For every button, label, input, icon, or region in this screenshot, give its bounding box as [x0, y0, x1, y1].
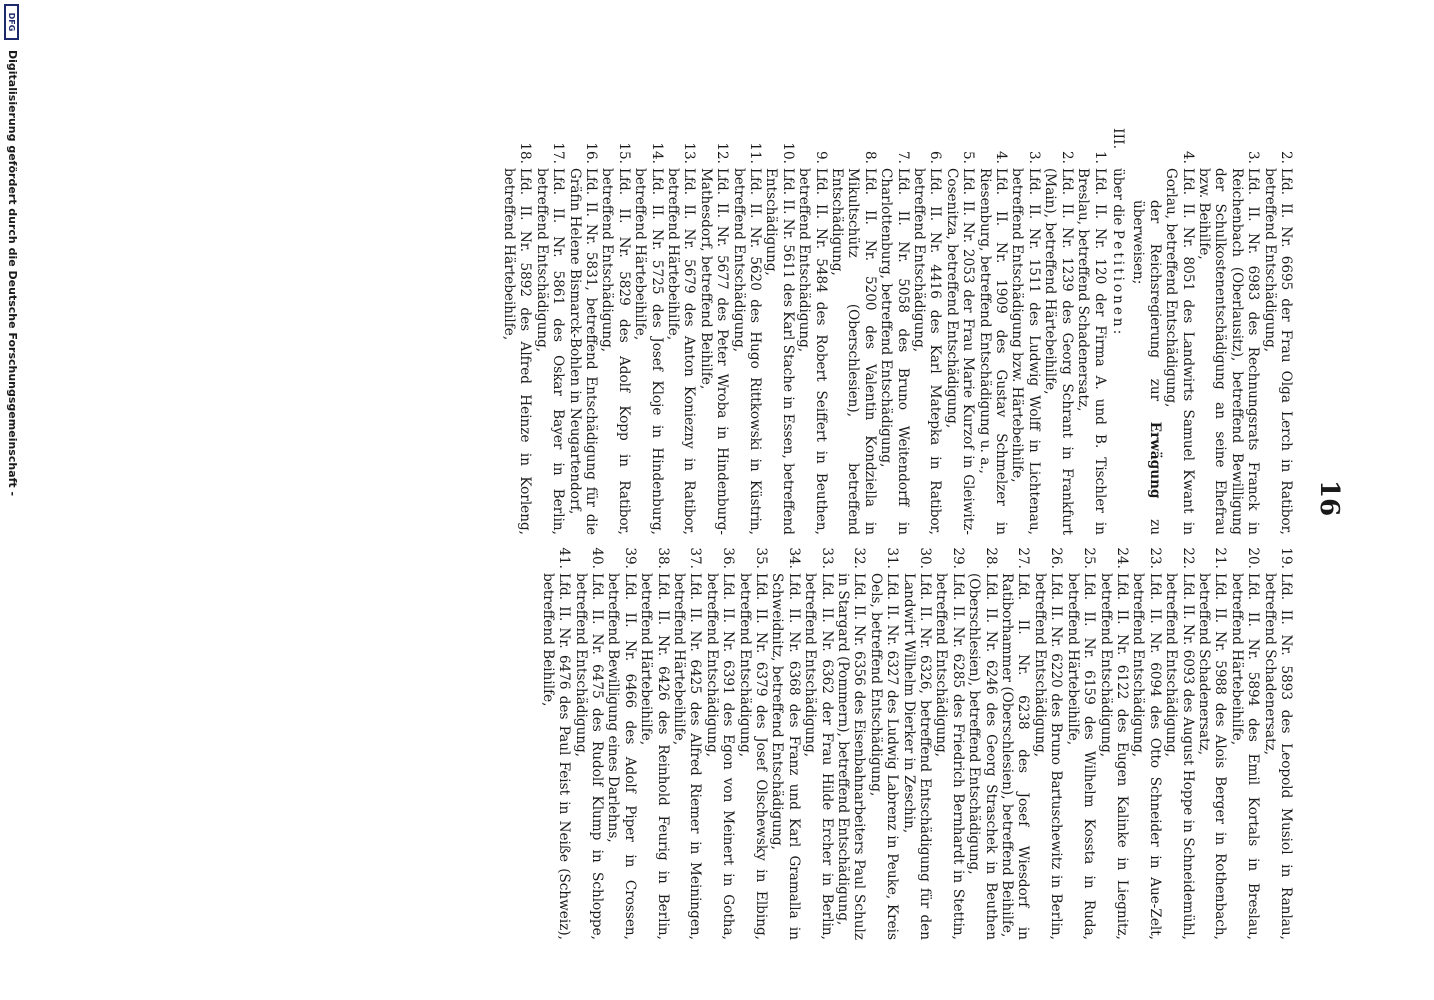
item-text: Lfd. II. Nr. 120 der Firma A. und B. Tischler in Breslau, betreffend Schadenersatz, — [1075, 168, 1108, 535]
item-number: 13. — [681, 142, 698, 164]
left-entries-list — [1163, 140, 1294, 535]
item-number: 2. — [1278, 151, 1294, 164]
item-number: 25. — [1081, 547, 1098, 569]
list-item — [697, 140, 730, 535]
petition-list — [501, 140, 1108, 535]
list-item — [966, 545, 999, 940]
list-item — [539, 545, 572, 940]
list-item — [665, 140, 698, 535]
referral-bold: Erwägung — [1146, 421, 1163, 499]
item-text: Lfd. II. Nr. 6983 des Rechnungsrats Franck in Reichenbach (Oberlausitz), betreffend Bewilligung der Schulkostenentschädigung an seine Ehefrau bzw. Beihilfe, — [1195, 168, 1262, 535]
item-text: Lfd. II. Nr. 1909 des Gustav Schmelzer in Riesenburg, betreffend Entschädigung u. a., — [976, 168, 1010, 535]
footer-credit: Digitalisierung gefördert durch die Deutsche Forschungsgemeinschaft - — [6, 50, 19, 497]
list-item — [572, 545, 605, 940]
list-item — [599, 140, 632, 535]
item-number: 37. — [687, 547, 704, 569]
left-column — [500, 128, 1295, 536]
list-item — [1261, 140, 1294, 535]
item-text: Lfd. II. Nr. 6426 des Reinhold Feurig in Berlin, betreffend Härtebeihilfe, — [638, 573, 671, 940]
item-text: Lfd. II. Nr. 5988 des Alois Berger in Rothenbach, betreffend Schadenersatz, — [1195, 573, 1229, 940]
item-text: Lfd. II. Nr. 5892 des Alfred Heinze in Korleng, betreffend Härtebeihilfe, — [500, 168, 534, 535]
list-item — [671, 545, 704, 940]
section-heading — [1109, 128, 1126, 535]
referral-text-1: der Reichsregierung zur — [1146, 200, 1163, 402]
item-number: 6. — [927, 151, 944, 164]
list-item — [730, 140, 763, 535]
item-text: Lfd. II. Nr. 6475 des Rudolf Klump in Schloppe, betreffend Entschädigung, — [572, 573, 605, 940]
item-number: 34. — [785, 547, 802, 569]
item-text: Lfd. II. Nr. 5679 des Anton Koniezny in Ratibor, betreffend Härtebeihilfe, — [664, 168, 698, 535]
list-item — [878, 140, 911, 535]
item-number: 35. — [753, 547, 769, 569]
item-number: 24. — [1113, 547, 1130, 569]
list-item — [933, 545, 966, 940]
item-number: 4. — [1179, 151, 1196, 164]
list-item — [533, 140, 566, 535]
list-item — [1075, 140, 1108, 535]
list-item — [1042, 140, 1075, 535]
list-item — [501, 140, 534, 535]
item-text: Lfd. II. Nr. 6238 des Josef Wiesdorf in Ratiborhammer (Oberschlesien), betreffend Beihilfe, — [999, 573, 1032, 940]
item-text: Lfd. II. Nr. 5677 des Peter Wroba in Hindenburg-Mathesdorf, betreffend Beihilfe, — [697, 168, 731, 535]
item-number: 26. — [1048, 547, 1065, 569]
right-column — [539, 545, 1294, 940]
item-text: Lfd. II. Nr. 6220 des Bruno Bartuschewitz in Berlin, betreffend Entschädigung, — [1031, 573, 1065, 940]
item-number: 8. — [861, 151, 878, 164]
item-number: 22. — [1179, 547, 1196, 569]
section-title: Petitionen: — [1109, 229, 1126, 338]
item-number: 18. — [517, 142, 534, 164]
item-text: Lfd. II. Nr. 5725 des Josef Kloje in Hindenburg, betreffend Härtebeihilfe, — [632, 168, 665, 535]
list-item — [1009, 140, 1042, 535]
list-item — [1196, 140, 1262, 535]
list-item — [632, 140, 665, 535]
item-number: 4. — [993, 151, 1010, 164]
list-item — [605, 545, 638, 940]
list-item — [736, 545, 769, 940]
list-item — [900, 545, 933, 940]
list-item — [1163, 140, 1196, 535]
item-text: Lfd. II. Nr. 5611 des Karl Stache in Essen, betreffend Entschädigung, — [763, 168, 796, 535]
list-item — [1064, 545, 1097, 940]
referral-text-2: zu überweisen; — [1130, 200, 1163, 536]
item-text: Lfd. II. Nr. 6391 des Egon von Meinert in Gotha, betreffend Entschädigung, — [703, 573, 737, 940]
list-item — [867, 545, 900, 940]
dfg-logo: DFG — [4, 4, 19, 40]
item-number: 41. — [556, 547, 573, 569]
list-item — [763, 140, 796, 535]
list-item — [1032, 545, 1065, 940]
list-item — [1130, 545, 1163, 940]
item-number: 28. — [982, 547, 999, 569]
list-item — [796, 140, 829, 535]
item-number: 32. — [851, 547, 868, 569]
item-text: Lfd. II. Nr. 6425 des Alfred Riemer in Meiningen, betreffend Härtebeihilfe, — [670, 573, 704, 940]
item-number: 15. — [615, 142, 632, 164]
item-number: 9. — [812, 151, 829, 164]
section-prefix: über die — [1109, 168, 1126, 226]
list-item — [703, 545, 736, 940]
item-text: Lfd. II. Nr. 5200 des Valentin Kondziella in Mikultschütz (Oberschlesien), betreffend Entschädigung, — [829, 168, 878, 535]
item-text: Lfd. II. Nr. 4416 des Karl Matepka in Ratibor, betreffend Entschädigung, — [911, 168, 944, 535]
item-number: 40. — [588, 547, 605, 569]
item-number: 23. — [1146, 547, 1163, 569]
list-item — [1196, 545, 1229, 940]
item-number: 33. — [818, 547, 835, 569]
list-item — [999, 545, 1032, 940]
item-number: 7. — [894, 151, 911, 164]
item-number: 30. — [917, 547, 934, 569]
item-number: 20. — [1245, 547, 1262, 569]
list-item — [638, 545, 671, 940]
list-item — [943, 140, 976, 535]
referral-text — [1130, 140, 1163, 535]
item-number: 31. — [884, 547, 901, 569]
item-number: 14. — [648, 142, 665, 164]
item-text: Lfd. II. Nr. 2053 der Frau Marie Kurzof in Gleiwitz-Cosenitza, betreffend Entschädigung, — [943, 168, 977, 535]
item-text: Lfd. II. Nr. 6122 des Eugen Kalinke in Liegnitz, betreffend Entschädigung, — [1097, 573, 1130, 940]
item-number: 5. — [960, 151, 977, 164]
item-number: 10. — [779, 142, 796, 164]
item-text: Lfd. II. Nr. 1511 des Ludwig Wolff in Lichtenau, betreffend Entschädigung bzw. Härtebeihilfe, — [1009, 168, 1042, 535]
item-text: Lfd. II. Nr. 6326, betreffend Entschädigung für den Landwirt Wilhelm Dierker in Zeschin, — [900, 573, 934, 940]
list-item — [1228, 545, 1261, 940]
item-text: Lfd. II. Nr. 5894 des Emil Kortals in Breslau, betreffend Härtebeihilfe, — [1228, 573, 1262, 940]
item-number: 3. — [1025, 151, 1042, 164]
item-text: Lfd. II. Nr. 5831, betreffend Entschädigung für die Gräfin Helene Bismarck-Bohlen in Neugartendorf, — [566, 168, 599, 535]
item-number: 38. — [654, 547, 671, 569]
item-text: Lfd. II. Nr. 5893 des Leopold Musiol in Ranlau, betreffend Schadenersatz, — [1261, 573, 1294, 940]
list-item — [1261, 545, 1294, 940]
item-text: Lfd. II. Nr. 6093 des August Hoppe in Schneidemühl, betreffend Entschädigung, — [1163, 573, 1196, 940]
item-number: 36. — [720, 547, 737, 569]
item-number: 11. — [747, 142, 763, 164]
item-text: Lfd. II. Nr. 6285 des Friedrich Bernhardt in Stettin, betreffend Entschädigung, — [933, 573, 966, 940]
item-text: Lfd. II. Nr. 5058 des Bruno Weitendorff in Charlottenburg, betreffend Entschädigung, — [878, 168, 911, 535]
item-text: Lfd. II. Nr. 6466 des Adolf Piper in Crossen, betreffend Bewilligung eines Darlehns, — [605, 573, 638, 940]
item-text: Lfd. II. Nr. 5861 des Oskar Bayer in Berlin, betreffend Entschädigung, — [533, 168, 567, 535]
item-number: 27. — [1015, 547, 1032, 569]
item-text: Lfd. II. Nr. 6476 des Paul Feist in Neiße (Schweiz), betreffend Beihilfe, — [539, 573, 573, 940]
list-item — [802, 545, 835, 940]
page-number: 16 — [1314, 480, 1344, 517]
item-text: Lfd. II. Nr. 5829 des Adolf Kopp in Ratibor, betreffend Entschädigung, — [599, 168, 632, 535]
list-item — [911, 140, 944, 535]
item-text: Lfd. II. Nr. 6094 des Otto Schneider in Aue-Zelt, betreffend Entschädigung, — [1130, 573, 1163, 940]
item-number: 17. — [550, 142, 567, 164]
item-text: Lfd. II. Nr. 5484 des Robert Seiffert in Beuthen, betreffend Entschädigung, — [796, 168, 829, 535]
list-item — [566, 140, 599, 535]
item-text: Lfd. II. Nr. 6379 des Josef Olschewsky in Elbing, betreffend Entschädigung, — [736, 573, 769, 940]
list-item — [835, 545, 868, 940]
item-text: Lfd. II. Nr. 6356 des Eisenbahnarbeiters Paul Schulz in Stargard (Pommern), betreffend Entschädigung, — [835, 573, 868, 940]
item-number: 29. — [949, 547, 966, 569]
item-number: 19. — [1278, 547, 1294, 569]
item-text: Lfd. II. Nr. 6159 des Wilhelm Kossta in Ruda, betreffend Härtebeihilfe, — [1064, 573, 1098, 940]
list-item — [976, 140, 1009, 535]
item-text: Lfd. II. Nr. 8051 des Landwirts Samuel Kwant in Gorlau, betreffend Entschädigung, — [1163, 168, 1196, 535]
item-number: 3. — [1245, 151, 1262, 164]
item-text: Lfd. II. Nr. 6695 der Frau Olga Lerch in Ratibor, betreffend Entschädigung, — [1261, 168, 1294, 535]
list-item — [1163, 545, 1196, 940]
item-number: 2. — [1058, 151, 1075, 164]
section-roman-numeral: III. — [1109, 128, 1126, 150]
footer — [0, 0, 22, 1000]
item-number: 39. — [621, 547, 638, 569]
item-number: 12. — [714, 142, 731, 164]
list-item — [1097, 545, 1130, 940]
item-text: Lfd. II. Nr. 5620 des Hugo Rittkowski in Küstrin, betreffend Entschädigung, — [730, 168, 763, 535]
item-number: 16. — [582, 142, 599, 164]
item-number: 1. — [1091, 151, 1108, 164]
item-text: Lfd. II. Nr. 6362 der Frau Hilde Ercher in Berlin, betreffend Entschädigung, — [802, 573, 835, 940]
list-item — [829, 140, 878, 535]
item-number: 21. — [1212, 547, 1229, 569]
item-text: Lfd. II. Nr. 1239 des Georg Schrant in Frankfurt (Main), betreffend Härtebeihilfe, — [1042, 168, 1075, 535]
item-text: Lfd. II. Nr. 6368 des Franz und Karl Gramalla in Schweidnitz, betreffend Entschädigung, — [769, 573, 802, 940]
list-item — [769, 545, 802, 940]
right-entries-list — [539, 545, 1294, 940]
item-text: Lfd. II. Nr. 6327 des Ludwig Labrenz in Peuke, Kreis Oels, betreffend Entschädigung, — [867, 573, 901, 940]
item-text: Lfd. II. Nr. 6246 des Georg Straschek in Beuthen (Oberschlesien), betreffend Entschädigung, — [966, 573, 999, 940]
